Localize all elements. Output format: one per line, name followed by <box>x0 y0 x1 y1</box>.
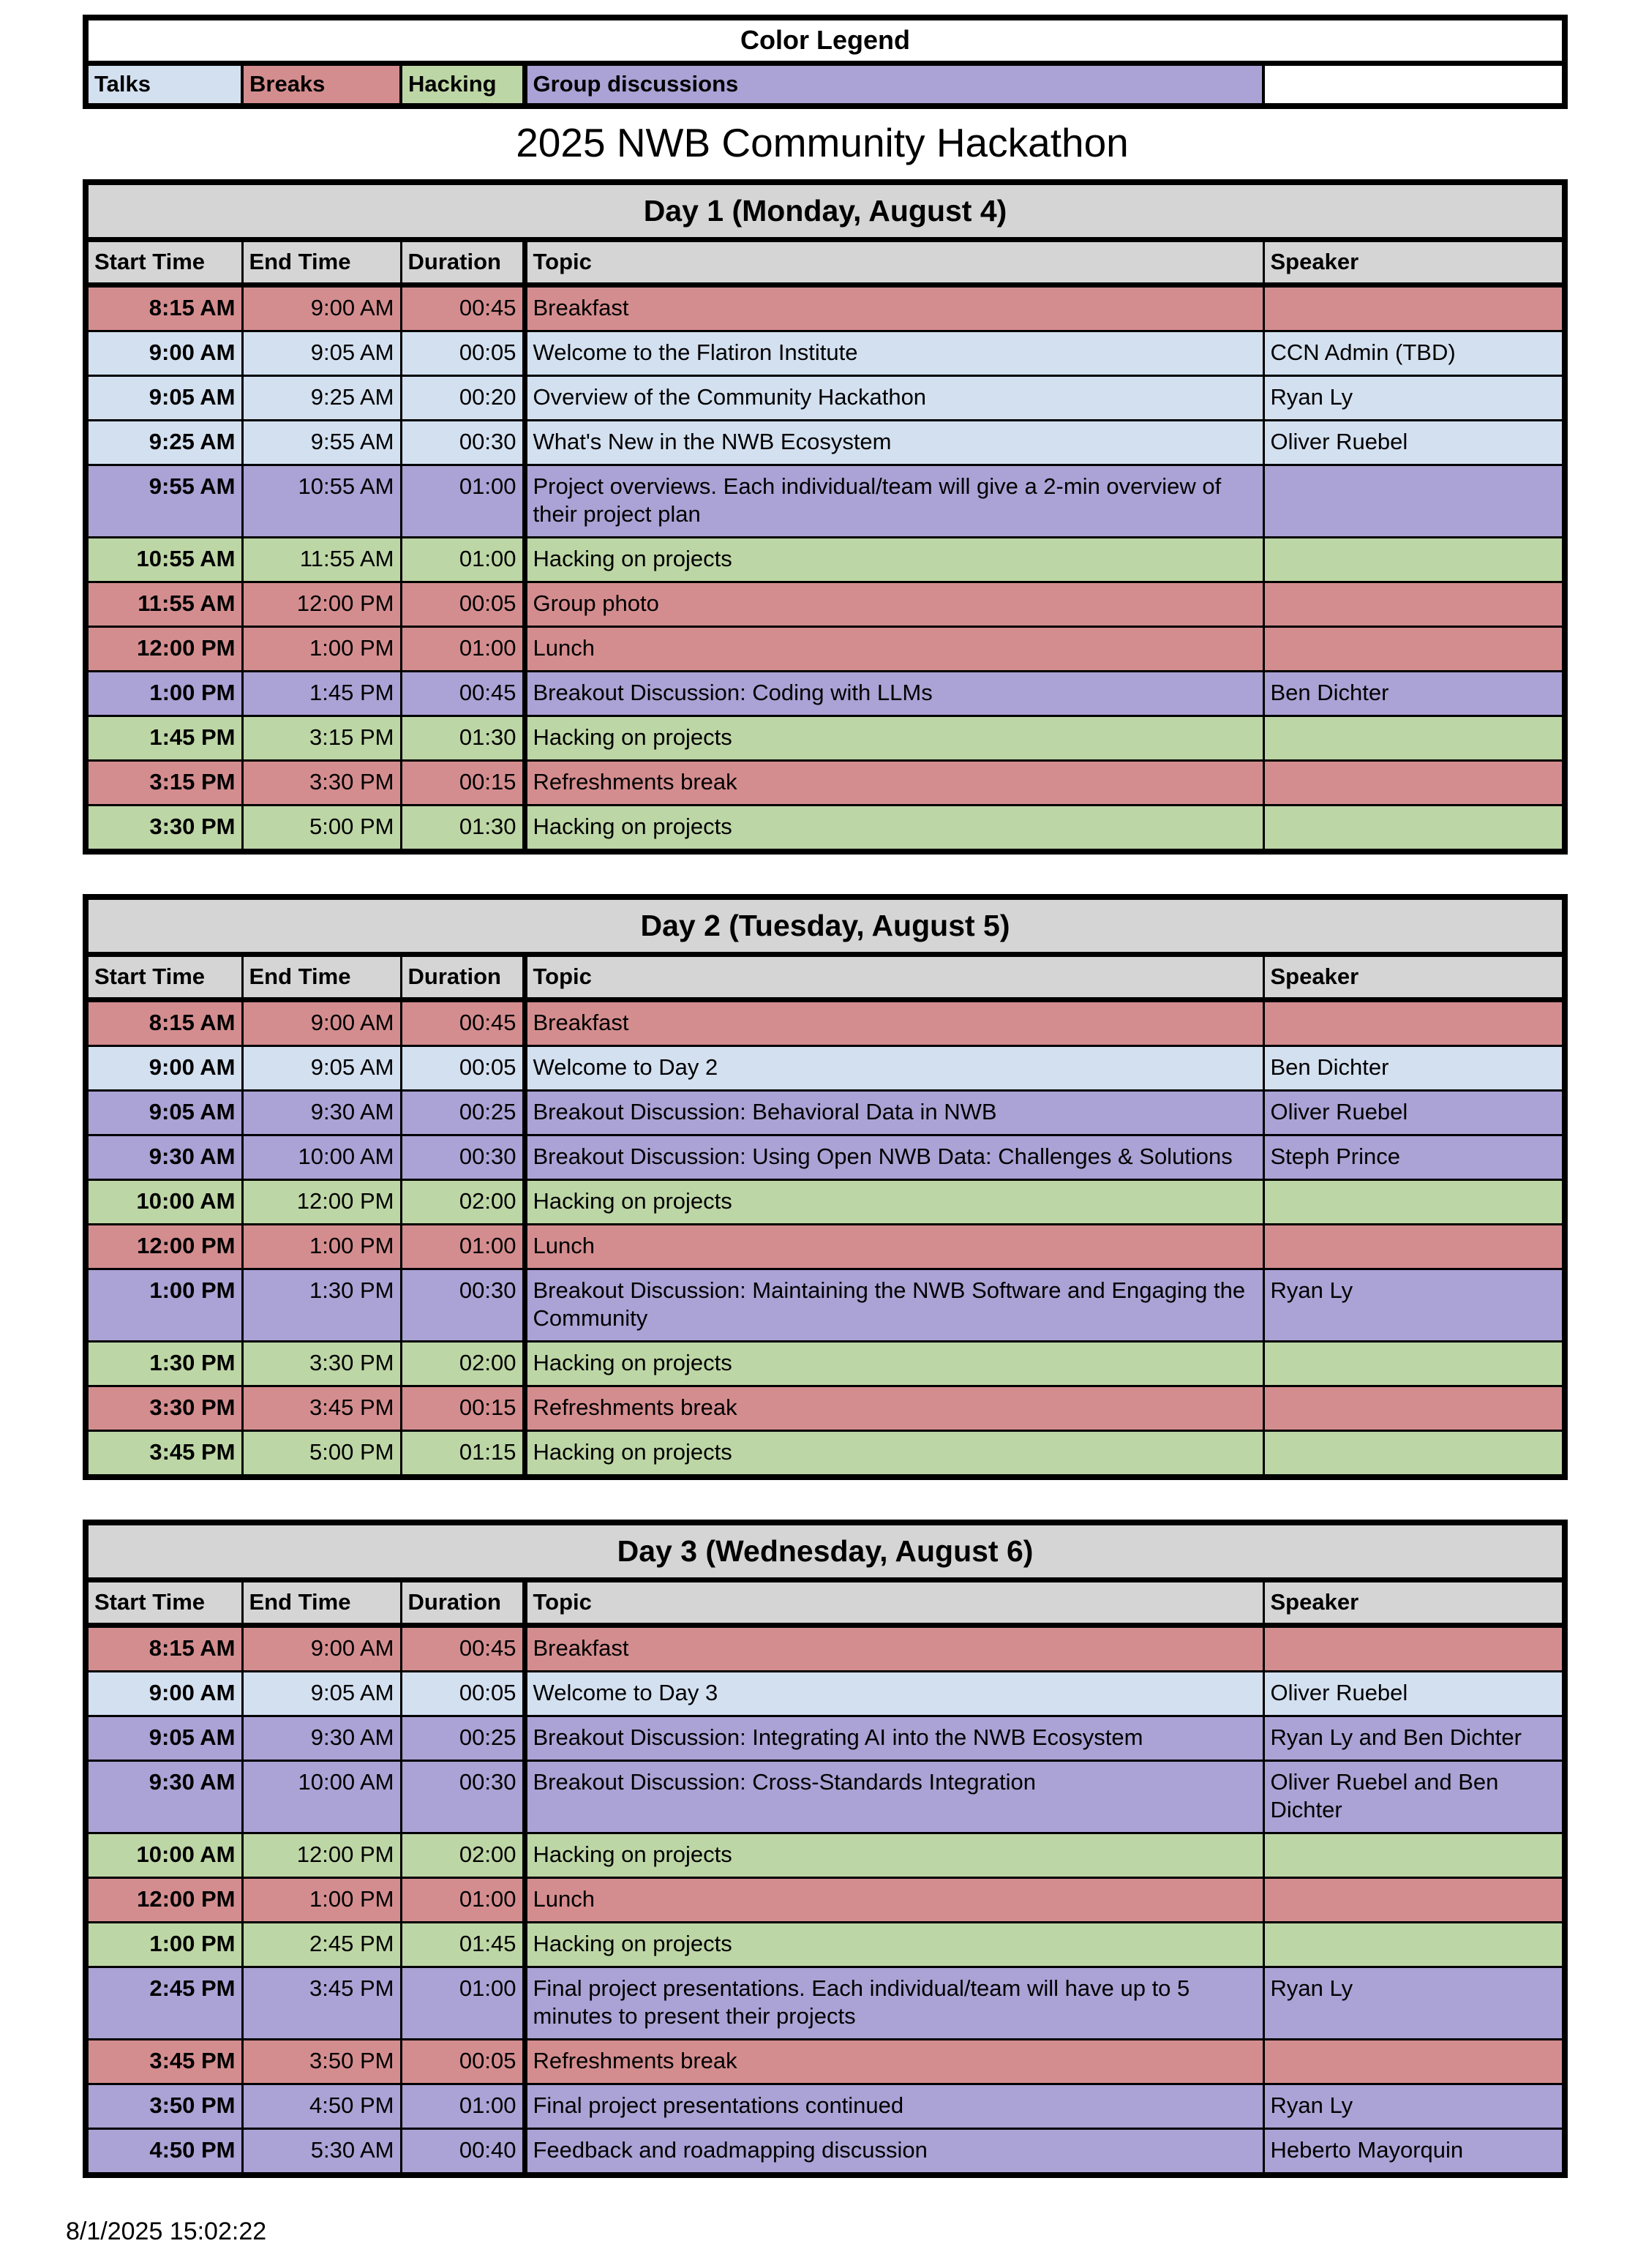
cell-speaker <box>1263 285 1565 331</box>
cell-start-time: 3:15 PM <box>86 761 242 806</box>
cell-start-time: 9:05 AM <box>86 1091 242 1135</box>
cell-duration: 00:15 <box>401 1386 525 1431</box>
cell-speaker: Ben Dichter <box>1263 672 1565 716</box>
cell-topic: Refreshments break <box>525 2040 1263 2084</box>
cell-speaker: Ryan Ly <box>1263 1269 1565 1342</box>
cell-duration: 00:15 <box>401 761 525 806</box>
legend-swatch-hacking: Hacking <box>401 64 525 107</box>
cell-speaker <box>1263 465 1565 538</box>
schedule-row <box>86 1342 1565 1386</box>
legend-title: Color Legend <box>86 18 1565 64</box>
schedule-row <box>86 1091 1565 1135</box>
cell-duration: 01:45 <box>401 1923 525 1967</box>
column-header-speaker: Speaker <box>1263 1580 1565 1626</box>
column-header-end-time: End Time <box>242 240 401 285</box>
legend-items-row <box>86 64 1565 107</box>
cell-start-time: 12:00 PM <box>86 1878 242 1923</box>
cell-start-time: 3:50 PM <box>86 2084 242 2129</box>
schedule-row <box>86 582 1565 627</box>
cell-duration: 00:20 <box>401 376 525 421</box>
cell-duration: 01:00 <box>401 627 525 672</box>
cell-end-time: 10:00 AM <box>242 1135 401 1180</box>
cell-end-time: 5:00 PM <box>242 1431 401 1478</box>
cell-topic: Breakout Discussion: Behavioral Data in NWB <box>525 1091 1263 1135</box>
cell-end-time: 12:00 PM <box>242 1180 401 1225</box>
cell-end-time: 1:00 PM <box>242 1878 401 1923</box>
cell-duration: 01:00 <box>401 538 525 582</box>
cell-speaker: Ryan Ly <box>1263 1967 1565 2040</box>
legend-swatch-discussion: Group discussions <box>525 64 1263 107</box>
cell-duration: 00:30 <box>401 1135 525 1180</box>
cell-start-time: 1:45 PM <box>86 716 242 761</box>
cell-end-time: 2:45 PM <box>242 1923 401 1967</box>
cell-duration: 00:05 <box>401 331 525 376</box>
schedule-row <box>86 285 1565 331</box>
cell-duration: 00:05 <box>401 1672 525 1716</box>
schedule-row <box>86 1716 1565 1761</box>
cell-speaker: CCN Admin (TBD) <box>1263 331 1565 376</box>
cell-topic: Lunch <box>525 627 1263 672</box>
cell-speaker: Ryan Ly <box>1263 2084 1565 2129</box>
legend-swatch-breaks: Breaks <box>242 64 401 107</box>
cell-end-time: 4:50 PM <box>242 2084 401 2129</box>
cell-end-time: 3:30 PM <box>242 761 401 806</box>
cell-topic: Hacking on projects <box>525 1342 1263 1386</box>
cell-topic: Lunch <box>525 1878 1263 1923</box>
cell-speaker <box>1263 1431 1565 1478</box>
cell-end-time: 1:30 PM <box>242 1269 401 1342</box>
cell-duration: 01:30 <box>401 806 525 852</box>
footer-timestamp: 8/1/2025 15:02:22 <box>66 2218 267 2245</box>
cell-duration: 01:00 <box>401 1225 525 1269</box>
schedule-row <box>86 1225 1565 1269</box>
cell-topic: Welcome to Day 3 <box>525 1672 1263 1716</box>
cell-speaker: Steph Prince <box>1263 1135 1565 1180</box>
cell-end-time: 3:45 PM <box>242 1967 401 2040</box>
cell-topic: Welcome to Day 2 <box>525 1046 1263 1091</box>
cell-duration: 00:05 <box>401 2040 525 2084</box>
cell-speaker <box>1263 716 1565 761</box>
cell-topic: Welcome to the Flatiron Institute <box>525 331 1263 376</box>
cell-speaker <box>1263 1923 1565 1967</box>
column-header-end-time: End Time <box>242 1580 401 1626</box>
cell-speaker <box>1263 1878 1565 1923</box>
cell-start-time: 9:05 AM <box>86 1716 242 1761</box>
schedule-row <box>86 1833 1565 1878</box>
cell-topic: Group photo <box>525 582 1263 627</box>
cell-duration: 00:45 <box>401 285 525 331</box>
cell-duration: 00:45 <box>401 1000 525 1046</box>
cell-duration: 01:00 <box>401 1967 525 2040</box>
cell-speaker <box>1263 1180 1565 1225</box>
cell-duration: 00:30 <box>401 1269 525 1342</box>
column-header-duration: Duration <box>401 1580 525 1626</box>
cell-topic: Breakout Discussion: Coding with LLMs <box>525 672 1263 716</box>
cell-start-time: 9:30 AM <box>86 1135 242 1180</box>
cell-duration: 02:00 <box>401 1180 525 1225</box>
schedule-row <box>86 465 1565 538</box>
cell-start-time: 9:00 AM <box>86 331 242 376</box>
color-legend-table <box>83 15 1568 109</box>
schedule-row <box>86 1626 1565 1672</box>
cell-topic: Breakout Discussion: Maintaining the NWB Software and Engaging the Community <box>525 1269 1263 1342</box>
schedule-row <box>86 806 1565 852</box>
cell-start-time: 3:45 PM <box>86 1431 242 1478</box>
cell-end-time: 3:30 PM <box>242 1342 401 1386</box>
schedule-row <box>86 376 1565 421</box>
cell-duration: 01:30 <box>401 716 525 761</box>
cell-start-time: 3:45 PM <box>86 2040 242 2084</box>
cell-topic: Overview of the Community Hackathon <box>525 376 1263 421</box>
cell-start-time: 9:25 AM <box>86 421 242 465</box>
cell-topic: Breakout Discussion: Using Open NWB Data: Challenges & Solutions <box>525 1135 1263 1180</box>
schedule-row <box>86 1878 1565 1923</box>
cell-speaker: Ben Dichter <box>1263 1046 1565 1091</box>
schedule-row <box>86 538 1565 582</box>
cell-topic: Breakfast <box>525 1626 1263 1672</box>
day-title-1: Day 1 (Monday, August 4) <box>86 182 1565 240</box>
cell-speaker <box>1263 761 1565 806</box>
schedule-row <box>86 2040 1565 2084</box>
schedule-row <box>86 672 1565 716</box>
cell-start-time: 1:00 PM <box>86 1269 242 1342</box>
cell-topic: Feedback and roadmapping discussion <box>525 2129 1263 2176</box>
cell-start-time: 3:30 PM <box>86 806 242 852</box>
cell-speaker <box>1263 1225 1565 1269</box>
schedule-row <box>86 1135 1565 1180</box>
cell-duration: 00:45 <box>401 1626 525 1672</box>
schedule-row <box>86 1000 1565 1046</box>
cell-topic: Hacking on projects <box>525 538 1263 582</box>
cell-start-time: 9:30 AM <box>86 1761 242 1833</box>
cell-start-time: 10:55 AM <box>86 538 242 582</box>
schedule-row <box>86 331 1565 376</box>
cell-duration: 00:45 <box>401 672 525 716</box>
cell-end-time: 3:50 PM <box>242 2040 401 2084</box>
cell-speaker <box>1263 627 1565 672</box>
cell-end-time: 1:45 PM <box>242 672 401 716</box>
schedule-row <box>86 1431 1565 1478</box>
schedule-row <box>86 421 1565 465</box>
cell-topic: Breakout Discussion: Cross-Standards Integration <box>525 1761 1263 1833</box>
cell-topic: Breakfast <box>525 285 1263 331</box>
cell-duration: 01:00 <box>401 1878 525 1923</box>
cell-end-time: 5:00 PM <box>242 806 401 852</box>
cell-duration: 02:00 <box>401 1833 525 1878</box>
day-title-row <box>86 897 1565 955</box>
cell-end-time: 9:00 AM <box>242 1000 401 1046</box>
day-table <box>83 894 1568 1480</box>
day-table <box>83 1520 1568 2178</box>
cell-start-time: 9:00 AM <box>86 1672 242 1716</box>
cell-end-time: 9:05 AM <box>242 1046 401 1091</box>
cell-topic: What's New in the NWB Ecosystem <box>525 421 1263 465</box>
legend-swatch-talks: Talks <box>86 64 242 107</box>
page-title: 2025 NWB Community Hackathon <box>516 120 1129 165</box>
cell-speaker <box>1263 806 1565 852</box>
schedule-row <box>86 2129 1565 2176</box>
schedule-row <box>86 1269 1565 1342</box>
cell-start-time: 1:00 PM <box>86 1923 242 1967</box>
cell-start-time: 10:00 AM <box>86 1180 242 1225</box>
cell-speaker: Oliver Ruebel <box>1263 421 1565 465</box>
cell-topic: Hacking on projects <box>525 1923 1263 1967</box>
column-header-duration: Duration <box>401 955 525 1000</box>
schedule-row <box>86 1386 1565 1431</box>
column-header-row <box>86 1580 1565 1626</box>
cell-speaker <box>1263 2040 1565 2084</box>
schedule-row <box>86 716 1565 761</box>
day-tables-container <box>83 179 1562 2178</box>
cell-end-time: 10:55 AM <box>242 465 401 538</box>
cell-duration: 00:30 <box>401 421 525 465</box>
day-title-row <box>86 182 1565 240</box>
cell-start-time: 1:30 PM <box>86 1342 242 1386</box>
column-header-row <box>86 955 1565 1000</box>
cell-end-time: 3:15 PM <box>242 716 401 761</box>
cell-speaker <box>1263 1386 1565 1431</box>
cell-duration: 00:25 <box>401 1091 525 1135</box>
schedule-row <box>86 627 1565 672</box>
cell-start-time: 12:00 PM <box>86 1225 242 1269</box>
cell-speaker <box>1263 1000 1565 1046</box>
cell-start-time: 2:45 PM <box>86 1967 242 2040</box>
cell-end-time: 1:00 PM <box>242 627 401 672</box>
cell-duration: 01:00 <box>401 465 525 538</box>
cell-topic: Final project presentations. Each individual/team will have up to 5 minutes to present their projects <box>525 1967 1263 2040</box>
cell-end-time: 11:55 AM <box>242 538 401 582</box>
column-header-start-time: Start Time <box>86 240 242 285</box>
cell-speaker <box>1263 538 1565 582</box>
cell-speaker <box>1263 1833 1565 1878</box>
cell-start-time: 8:15 AM <box>86 1626 242 1672</box>
column-header-topic: Topic <box>525 1580 1263 1626</box>
day-title-2: Day 2 (Tuesday, August 5) <box>86 897 1565 955</box>
schedule-row <box>86 1761 1565 1833</box>
cell-speaker: Heberto Mayorquin <box>1263 2129 1565 2176</box>
cell-topic: Project overviews. Each individual/team will give a 2-min overview of their project plan <box>525 465 1263 538</box>
cell-speaker: Ryan Ly <box>1263 376 1565 421</box>
cell-topic: Hacking on projects <box>525 716 1263 761</box>
cell-end-time: 9:55 AM <box>242 421 401 465</box>
schedule-row <box>86 1967 1565 2040</box>
day-table <box>83 179 1568 855</box>
cell-topic: Hacking on projects <box>525 1431 1263 1478</box>
column-header-end-time: End Time <box>242 955 401 1000</box>
cell-topic: Hacking on projects <box>525 806 1263 852</box>
cell-start-time: 1:00 PM <box>86 672 242 716</box>
legend-title-row <box>86 18 1565 64</box>
cell-speaker: Oliver Ruebel <box>1263 1672 1565 1716</box>
cell-end-time: 10:00 AM <box>242 1761 401 1833</box>
cell-end-time: 12:00 PM <box>242 1833 401 1878</box>
cell-end-time: 9:00 AM <box>242 1626 401 1672</box>
column-header-row <box>86 240 1565 285</box>
cell-duration: 00:05 <box>401 1046 525 1091</box>
column-header-topic: Topic <box>525 955 1263 1000</box>
cell-duration: 00:40 <box>401 2129 525 2176</box>
cell-duration: 01:15 <box>401 1431 525 1478</box>
cell-duration: 00:25 <box>401 1716 525 1761</box>
cell-duration: 00:05 <box>401 582 525 627</box>
cell-duration: 02:00 <box>401 1342 525 1386</box>
cell-start-time: 9:00 AM <box>86 1046 242 1091</box>
cell-end-time: 12:00 PM <box>242 582 401 627</box>
cell-topic: Lunch <box>525 1225 1263 1269</box>
cell-end-time: 9:05 AM <box>242 331 401 376</box>
cell-end-time: 9:05 AM <box>242 1672 401 1716</box>
cell-end-time: 9:30 AM <box>242 1716 401 1761</box>
cell-speaker: Oliver Ruebel <box>1263 1091 1565 1135</box>
cell-end-time: 9:30 AM <box>242 1091 401 1135</box>
cell-speaker <box>1263 1626 1565 1672</box>
cell-end-time: 9:00 AM <box>242 285 401 331</box>
schedule-row <box>86 1046 1565 1091</box>
cell-speaker <box>1263 1342 1565 1386</box>
cell-start-time: 8:15 AM <box>86 1000 242 1046</box>
cell-start-time: 10:00 AM <box>86 1833 242 1878</box>
cell-speaker: Oliver Ruebel and Ben Dichter <box>1263 1761 1565 1833</box>
day-title-row <box>86 1522 1565 1580</box>
column-header-speaker: Speaker <box>1263 240 1565 285</box>
cell-topic: Hacking on projects <box>525 1833 1263 1878</box>
column-header-start-time: Start Time <box>86 955 242 1000</box>
cell-topic: Refreshments break <box>525 761 1263 806</box>
cell-topic: Breakfast <box>525 1000 1263 1046</box>
day-title-3: Day 3 (Wednesday, August 6) <box>86 1522 1565 1580</box>
cell-duration: 01:00 <box>401 2084 525 2129</box>
cell-topic: Final project presentations continued <box>525 2084 1263 2129</box>
cell-start-time: 9:05 AM <box>86 376 242 421</box>
schedule-row <box>86 761 1565 806</box>
cell-start-time: 8:15 AM <box>86 285 242 331</box>
cell-speaker: Ryan Ly and Ben Dichter <box>1263 1716 1565 1761</box>
cell-topic: Breakout Discussion: Integrating AI into the NWB Ecosystem <box>525 1716 1263 1761</box>
cell-duration: 00:30 <box>401 1761 525 1833</box>
cell-start-time: 12:00 PM <box>86 627 242 672</box>
cell-end-time: 1:00 PM <box>242 1225 401 1269</box>
schedule-row <box>86 1180 1565 1225</box>
legend-empty-cell <box>1263 64 1565 107</box>
cell-end-time: 5:30 AM <box>242 2129 401 2176</box>
cell-end-time: 3:45 PM <box>242 1386 401 1431</box>
column-header-duration: Duration <box>401 240 525 285</box>
column-header-speaker: Speaker <box>1263 955 1565 1000</box>
cell-start-time: 4:50 PM <box>86 2129 242 2176</box>
cell-speaker <box>1263 582 1565 627</box>
cell-topic: Hacking on projects <box>525 1180 1263 1225</box>
column-header-topic: Topic <box>525 240 1263 285</box>
cell-start-time: 11:55 AM <box>86 582 242 627</box>
cell-start-time: 3:30 PM <box>86 1386 242 1431</box>
schedule-row <box>86 1923 1565 1967</box>
schedule-row <box>86 1672 1565 1716</box>
schedule-row <box>86 2084 1565 2129</box>
cell-start-time: 9:55 AM <box>86 465 242 538</box>
cell-end-time: 9:25 AM <box>242 376 401 421</box>
column-header-start-time: Start Time <box>86 1580 242 1626</box>
cell-topic: Refreshments break <box>525 1386 1263 1431</box>
